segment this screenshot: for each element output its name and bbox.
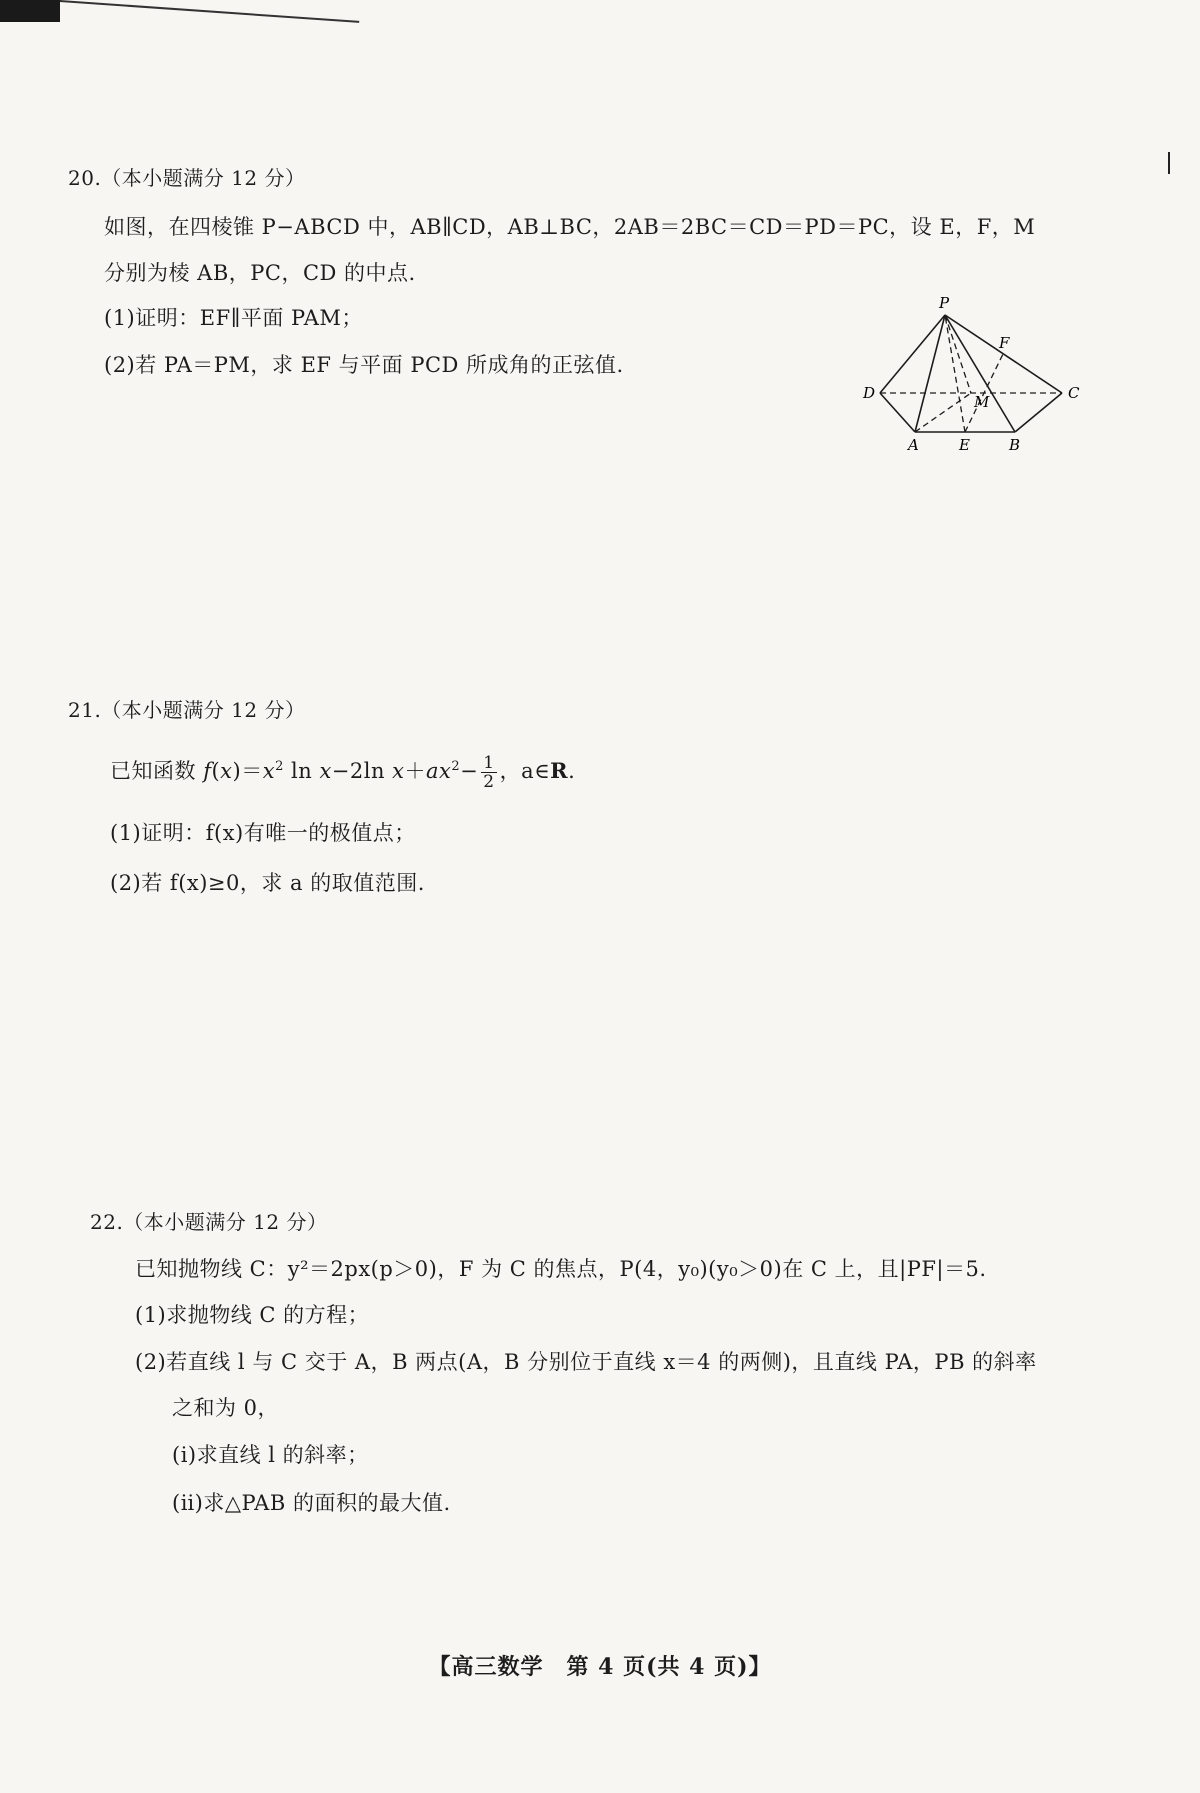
q21-exp2: 2 — [451, 759, 461, 774]
figure-label-m: M — [974, 393, 990, 411]
q21-part1: (1)证明：f(x)有唯一的极值点； — [110, 821, 416, 845]
q20-part2: (2)若 PA＝PM，求 EF 与平面 PCD 所成角的正弦值. — [104, 353, 624, 377]
q22-stem: 已知抛物线 C：y²＝2px(p＞0)，F 为 C 的焦点，P(4，y₀)(y₀＞0)在 C 上，且|PF|＝5. — [135, 1257, 987, 1281]
figure-label-e: E — [959, 436, 970, 454]
q21-header: 21.（本小题满分 12 分） — [68, 698, 306, 722]
figure-label-f: F — [999, 334, 1010, 352]
q22-part2-line2: 之和为 0， — [172, 1396, 280, 1420]
q21-exp: 2 — [275, 759, 284, 774]
q20-stem-line2: 分别为棱 AB，PC，CD 的中点. — [104, 261, 416, 285]
q21-term2: −2ln — [331, 759, 393, 783]
q21-plus: ＋ — [404, 759, 426, 783]
q22-header: 22.（本小题满分 12 分） — [90, 1210, 328, 1234]
figure-label-p: P — [939, 294, 950, 312]
q22-part1: (1)求抛物线 C 的方程； — [135, 1303, 370, 1327]
scan-artifact — [0, 0, 60, 22]
q21-prefix: 已知函数 — [110, 759, 204, 783]
q21-x2: x — [262, 759, 276, 783]
q21-x5: x — [439, 759, 452, 783]
scan-artifact-line — [60, 0, 359, 23]
q20-part1: (1)证明：EF∥平面 PAM； — [104, 306, 363, 330]
q21-f: f — [203, 759, 212, 783]
page-footer: 【高三数学 第 4 页(共 4 页)】 — [428, 1654, 772, 1680]
q20-stem-line1: 如图，在四棱锥 P−ABCD 中，AB∥CD，AB⊥BC，2AB＝2BC＝CD＝PD＝PC，设 E，F，M — [104, 215, 1036, 239]
q21-fraction — [481, 754, 496, 791]
q21-period: . — [568, 759, 576, 783]
q21-x4: x — [392, 759, 405, 783]
q21-eq: ＝ — [241, 759, 263, 783]
q21-ln: ln — [283, 759, 320, 783]
q21-minus: − — [460, 759, 479, 783]
q21-x3: x — [319, 759, 332, 783]
q21-tail: ，a∈ — [499, 759, 551, 783]
q22-sub2: (ⅱ)求△PAB 的面积的最大值. — [172, 1491, 451, 1515]
figure-label-d: D — [863, 384, 876, 402]
q21-x: x — [220, 759, 233, 783]
q21-frac-den: 2 — [483, 772, 495, 792]
figure-label-b: B — [1009, 436, 1021, 454]
figure-label-a: A — [908, 436, 919, 454]
q21-part2: (2)若 f(x)≥0，求 a 的取值范围. — [110, 871, 425, 895]
q21-frac-num: 1 — [483, 753, 495, 773]
pyramid-figure — [850, 290, 1090, 470]
q22-part2-line1: (2)若直线 l 与 C 交于 A，B 两点(A，B 分别位于直线 x＝4 的两侧)，且直线 PA，PB 的斜率 — [135, 1350, 1037, 1374]
q21-function-definition: 已知函数 $f(x)=x^2$ ln x−2ln $x+ax^2-$ $\frac{1}{2}$ ，a∈R. — [110, 753, 576, 792]
scan-artifact-tick — [1168, 152, 1170, 174]
figure-label-c: C — [1068, 384, 1080, 402]
q21-a: a — [426, 759, 440, 783]
q21-real-set: R — [550, 758, 569, 783]
q20-header: 20.（本小题满分 12 分） — [68, 166, 306, 190]
q22-sub1: (ⅰ)求直线 l 的斜率； — [172, 1443, 369, 1467]
